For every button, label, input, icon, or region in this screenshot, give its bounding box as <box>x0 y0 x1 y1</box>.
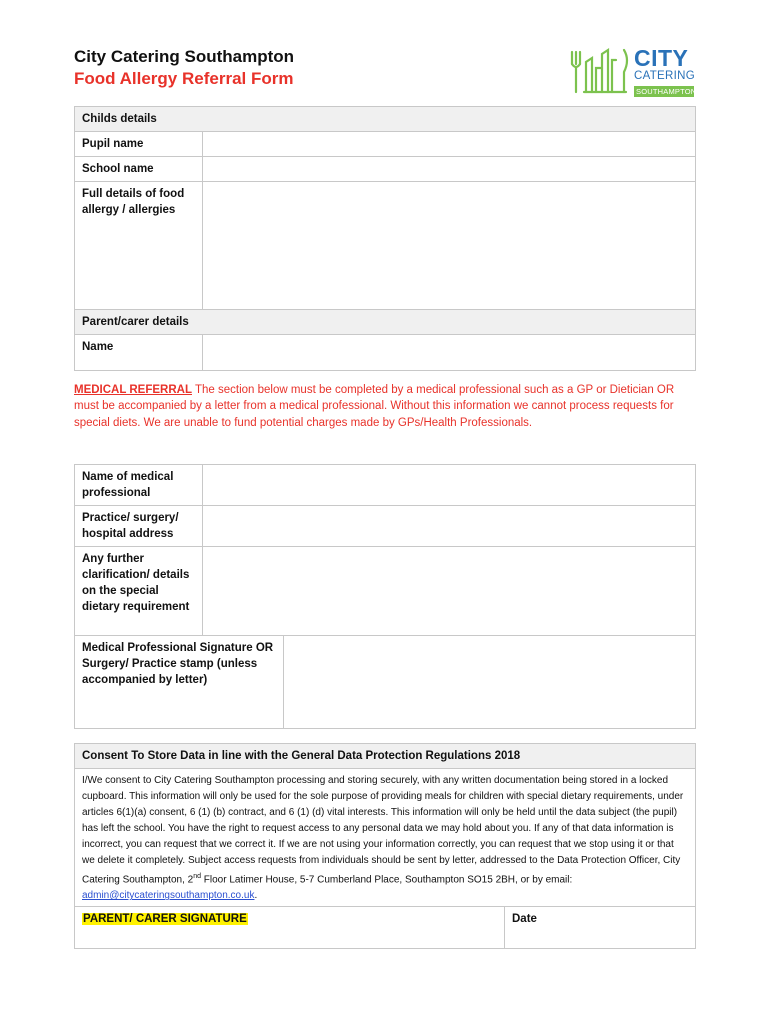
parent-signature-label: PARENT/ CARER SIGNATURE <box>83 913 247 926</box>
logo-southampton-text: SOUTHAMPTON <box>636 87 697 96</box>
consent-text-end: . <box>254 890 258 902</box>
childs-details-heading: Childs details <box>75 107 696 132</box>
consent-superscript: nd <box>193 873 201 880</box>
practice-address-label: Practice/ surgery/ hospital address <box>75 506 203 547</box>
consent-text-part2: Floor Latimer House, 5-7 Cumberland Place, Southampton SO15 2BH, or by email: <box>200 874 573 886</box>
consent-heading: Consent To Store Data in line with the General Data Protection Regulations 2018 <box>75 744 696 769</box>
school-name-label: School name <box>75 157 203 182</box>
form-title: Food Allergy Referral Form <box>74 69 294 88</box>
city-catering-logo <box>566 46 698 98</box>
medical-referral-notice <box>74 382 690 431</box>
consent-text-part1: I/We consent to City Catering Southampton processing and storing securely, with any written documentation being stored in a locked cupboard. This information will only be used for the sole purpose of providing meals for children with special dietary requirements, under articles 6(1)(a) consent, 6 (1) (b) contract, and 6 (1) (d) vital interests. This information will only be held until the data subject (the pupil) has left the school. You have the right to request access to any personal data we may hold about you. If any of that data information is incorrect, you can request that we correct it. If we are not using your information correctly, you can request that we stop using it or that we delete it completely. Subject access requests from individuals should be sent by letter, addressed to the Data Protection Officer, City Catering Southampton, 2 <box>82 775 684 886</box>
medical-signature-label: Medical Professional Signature OR Surgery/ Practice stamp (unless accompanied by letter) <box>75 636 284 729</box>
professional-name-label: Name of medical professional <box>75 465 203 506</box>
school-name-field[interactable] <box>203 157 696 182</box>
date-label: Date <box>512 913 537 926</box>
clarification-label: Any further clarification/ details on the special dietary requirement <box>75 547 203 636</box>
professional-name-field[interactable] <box>203 465 696 506</box>
logo-city-text: CITY <box>634 45 689 71</box>
child-details-table <box>74 106 696 371</box>
cutlery-skyline-icon <box>566 46 632 98</box>
allergy-details-field[interactable] <box>203 182 696 310</box>
date-field[interactable] <box>505 907 696 949</box>
pupil-name-field[interactable] <box>203 132 696 157</box>
practice-address-field[interactable] <box>203 506 696 547</box>
medical-details-table <box>74 464 696 729</box>
logo-catering-text: CATERING <box>634 70 695 82</box>
organisation-name: City Catering Southampton <box>74 47 295 66</box>
medical-referral-text: The section below must be completed by a medical professional such as a GP or Dietician OR must be accompanied by a letter from a medical professional. Without this information we cannot process requests for special diets. We are unable to fund potential charges made by GPs/Health Professionals. <box>74 384 675 429</box>
parent-name-label: Name <box>75 335 203 371</box>
parent-carer-heading: Parent/carer details <box>75 310 696 335</box>
allergy-details-label: Full details of food allergy / allergies <box>75 182 203 310</box>
parent-name-field[interactable] <box>203 335 696 371</box>
pupil-name-label: Pupil name <box>75 132 203 157</box>
medical-referral-lead: MEDICAL REFERRAL <box>74 384 192 396</box>
parent-signature-field[interactable] <box>75 907 505 949</box>
consent-table <box>74 743 696 949</box>
clarification-field[interactable] <box>203 547 696 636</box>
medical-signature-field[interactable] <box>284 636 696 729</box>
dpo-email-link[interactable]: admin@citycateringsouthampton.co.uk <box>82 890 255 902</box>
consent-statement <box>75 769 696 907</box>
form-header <box>74 46 294 90</box>
